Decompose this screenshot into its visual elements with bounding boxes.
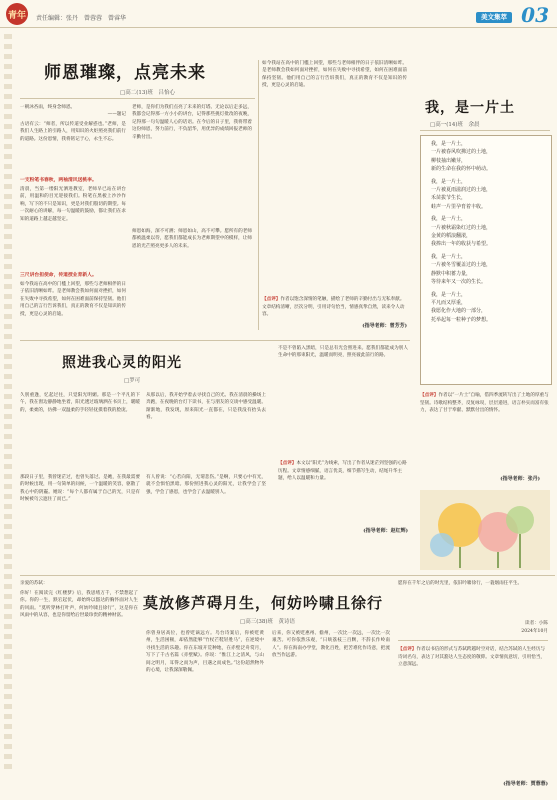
article2-comment: 【点评】作者以“一片土”自喻，借四季流转写出了土地的厚重与坚韧。诗歌结构整齐，反复咏叹，层层递进，语言朴实而富有张力，表达了甘于奉献、默默付出的情怀。: [420, 393, 549, 414]
article1-paragraph: 清晨，当第一缕阳光洒进教室，老师早已站在讲台前，用温和的目光迎接我们。粉笔在黑板上沙沙作响，写下的不只是知识，更是对我们殷切的期望。每一次耐心的讲解，每一句温暖的鼓励，都让我们在求知的道路上越走越坚定。: [20, 187, 126, 222]
poem-line: 金黄的稻浪翻滚，: [431, 233, 472, 240]
article4-paragraph: 后来，你又被贬惠州、儋州，一次比一次远，一次比一次艰苦。可你依然乐观，“日啖荔枝三百颗，不辞长作岭南人”。你在海南办学堂，教化百姓，把苦难化作诗意，把流放当作远游。: [272, 631, 390, 659]
poem-line: 托举起每一粒种子的梦想。: [431, 316, 492, 323]
divider: [398, 640, 548, 641]
article1-title: 师恩璀璨，点亮未来: [44, 63, 206, 83]
article4-paragraph: 你曾身居高位，也曾贬谪远方。乌台诗案后，你被贬黄州，生活困顿，却依然能够“竹杖芒鞋轻胜马”，在逆境中寻找生活的乐趣。你在东坡开荒种地，在赤壁泛舟赏月，写下了千古名篇《赤壁赋》。你说：“惟江上之清风，与山间之明月，耳得之而为声，目遇之而成色。”这份超然物外的心境，让我深深敬佩。: [146, 631, 264, 674]
poem-line: 一片被秋霜染红过的土地，: [431, 224, 492, 231]
article1-comment: 【点评】作者以饱含深情的笔触，描绘了老师的辛勤付出与无私奉献。文章结构清晰，层次分明，引用诗句恰当，情感真挚自然，读来令人动容。: [262, 297, 405, 318]
poem-line: 我，是一片土，: [431, 253, 467, 260]
article1-epigraph-source: ——题记: [107, 112, 126, 117]
article1-paragraph: 如今我站在高中的门槛上回望，那些与老师相伴的日子依旧清晰如昨。是老师教会我如何面对挫折，如何在失败中寻找希望，如何在困难面前保持坚韧。他们用自己的言行告诉我们，真正的教育不仅是知识的传授，更是心灵的启迪。: [262, 61, 407, 89]
article1-paragraph: 如今我站在高中的门槛上回望，那些与老师相伴的日子依旧清晰如昨。是老师教会我如何面对挫折，如何在失败中寻找希望，如何在困难面前保持坚韧。他们用自己的言行告诉我们，真正的教育不仅是知识的传授，更是心灵的启迪。: [20, 282, 126, 317]
article1-teacher: (指导老师：曾芳芳): [362, 323, 407, 329]
article1-subheading: 一支粉笔书春秋，两袖清风送桃李。: [20, 177, 97, 183]
article2-poem: [421, 136, 551, 328]
editors-line: 责任编辑：张丹 曾蓉蓉 曾睿华: [36, 15, 127, 22]
decorative-border: [4, 34, 12, 774]
article3-teacher: (指导老师：赵红辉): [363, 528, 408, 534]
article4-paragraph: 愿你在千年之后的时光里，依旧吟啸徐行，一蓑烟雨任平生。: [398, 581, 523, 586]
poem-line: 蛙声一片里孕育着丰收。: [431, 203, 487, 210]
article1-subheading: 三尺讲台担使命，传道授业育新人。: [20, 272, 97, 278]
article2-poem-box: [420, 135, 552, 385]
divider: [20, 575, 555, 576]
article3-comment: 【点评】本文以“阳光”为线索，写出了作者从迷茫到坚强的心路历程。文章情感细腻，语言优美，细节描写生动，结尾升华主题，给人以温暖和力量。: [278, 461, 407, 482]
article3-paragraph: 有人曾说：“心若向阳，无谓悲伤。”是啊，只要心中有光，就不会惧怕黑暗。那份照进我心灵的阳光，让我学会了坚强，学会了感恩，也学会了去温暖别人。: [146, 475, 266, 495]
poem-line: 一片被夏雨滋润过的土地，: [431, 187, 492, 194]
poem-line: 我愿化作大地的一部分，: [431, 308, 487, 315]
article1-paragraph: 古语有云：“师者，所以传道受业解惑也。”老师，是我们人生路上的引路人，用知识的火炬照亮我们前行的道路。这份恩情，我将铭记于心，永生不忘。: [20, 122, 126, 142]
article3-byline: □罗可: [124, 378, 141, 384]
article4-closing: 读者：小陈: [525, 621, 548, 626]
article4-salutation: 亲爱的苏轼：: [20, 581, 48, 586]
poem-line: 我，是一片土，: [431, 178, 467, 185]
article2-byline: □高一(14)班 余晨: [430, 122, 480, 128]
poem-line: 禾苗拔节生长，: [431, 195, 467, 202]
poem-line: 平凡而又厚重，: [431, 299, 467, 306]
flower-illustration: [420, 490, 550, 570]
section-tab: 美文集萃: [476, 12, 512, 23]
article4-teacher: (指导老师：贾蓉蓉): [503, 781, 548, 787]
poem-line: 我，是一片土，: [431, 291, 467, 298]
poem-line: 新的生命在我的怀中萌动。: [431, 166, 492, 173]
article4-paragraph: 你好！在阅读完《红楼梦》后，我思绪万千，不禁想起了你。你的一生，跌宕起伏，却始终以豁达的胸怀面对人生的风雨。“莫听穿林打叶声，何妨吟啸且徐行”，这是你在风雨中的从容，也是你留给后世最珍贵的精神财富。: [20, 591, 138, 619]
article4-byline: □高三(38)班 黄诗语: [240, 619, 295, 625]
divider: [420, 130, 550, 131]
poem-line: 一片被冬雪覆盖过的土地，: [431, 262, 492, 269]
divider: [20, 340, 410, 341]
article1-paragraph: 老师，是你们为我们点亮了未来的灯塔。无论以后走多远，我都会记得那一方小小的讲台，记得那些挑灯批改的夜晚，记得那一句句温暖人心的话语。在今后的日子里，我将带着这份师恩，努力前行，不负韶华，用优异的成绩回报老师的辛勤付出。: [132, 105, 252, 140]
article2-title: 我，是一片土: [425, 100, 515, 116]
divider: [20, 98, 255, 99]
article3-paragraph: 从那以后，我开始学着去寻找自己的光。我在清晨的操场上奔跑，在夜晚的台灯下读书，在与朋友的交谈中感受温暖。渐渐地，我发现，原来阳光一直都在，只是我没有抬头去看。: [146, 393, 266, 421]
poem-line: 我，是一片土，: [431, 216, 467, 223]
poem-line: 等待来年又一次的生长。: [431, 279, 487, 286]
article3-paragraph: 久别重逢，忆起过往，只觉阳光明媚。那是一个平凡的下午，我在窗边静静地坐着，阳光透过玻璃洒在书页上，暖暖的，柔柔的，仿佛一双温柔的手轻轻抚摸着我的脸庞。: [20, 393, 140, 413]
poem-line: 我捧出一年的收获与希望。: [431, 241, 492, 248]
article4-title: 莫放修芦碍月生，何妨吟啸且徐行: [143, 594, 384, 612]
newspaper-logo: 青年: [6, 3, 28, 25]
article2-teacher: (指导老师：张丹): [500, 476, 540, 482]
article4-comment: 【点评】作者以书信的形式与苏轼跨越时空对话，结合苏轼的人生经历与诗词名句，表达了对其豁达人生态度的敬仰。文章情真意切，引用恰当，立意深远。: [398, 647, 546, 668]
poem-line: 柳枝抽出嫩芽，: [431, 157, 467, 164]
article3-paragraph: 不是不曾陷入黑暗，只是总有光会照进来。愿我们都能成为别人生命中的那束阳光，温暖而明亮，照亮彼此前行的路。: [278, 346, 408, 359]
page-number: 03: [521, 3, 549, 27]
article1-epigraph: 一朝沐杏雨，终身念师恩。: [20, 105, 76, 110]
poem-line: 我，是一片土，: [431, 141, 467, 147]
article1-byline: □高二(13)班 吕怡心: [120, 90, 175, 96]
article3-paragraph: 那段日子里，我曾迷茫过，也曾失落过。是她，在我最需要的时候出现，用一句简单的问候，一个温暖的笑容，驱散了我心中的阴霾。她说：“每个人都有属于自己的光，只是有时候被乌云遮住了而已。”: [20, 475, 140, 503]
article1-paragraph: 师恩如海，深不可测；师恩如山，高不可攀。愿所有的老师都被温柔以待，愿我们都能成长为老师期望中的模样，让师恩的光芒照亮更多人的未来。: [132, 229, 252, 249]
article3-title: 照进我心灵的阳光: [62, 355, 182, 371]
poem-line: 静默中积蓄力量，: [431, 270, 472, 277]
poem-line: 一片被春风吹拂过的土地，: [431, 149, 492, 156]
column-divider: [258, 60, 259, 330]
article4-date: 2024年10月: [521, 629, 548, 634]
